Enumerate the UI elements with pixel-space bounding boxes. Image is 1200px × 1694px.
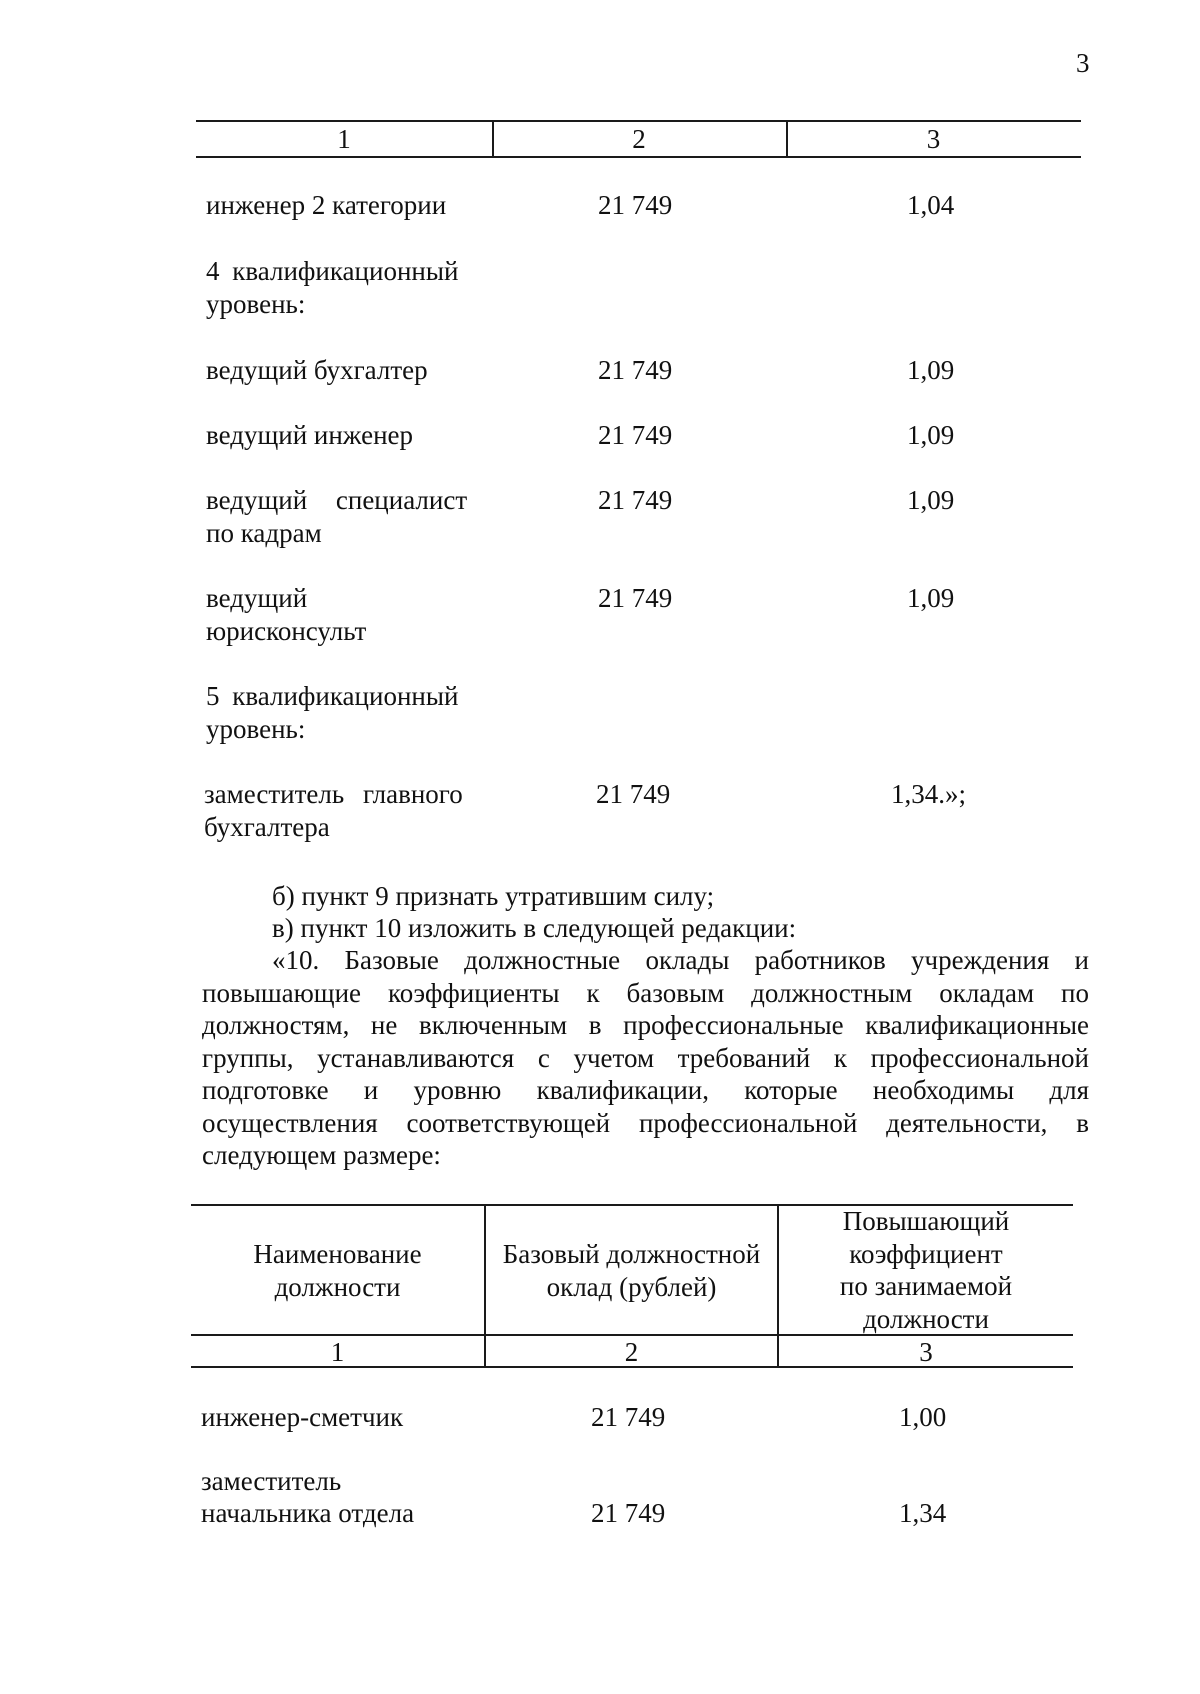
table1-row-name-line2: юрисконсульт — [206, 616, 367, 646]
table2-row-salary: 21 749 — [591, 1498, 666, 1528]
table2-row-salary: 21 749 — [591, 1402, 666, 1432]
table1-top-rule — [196, 120, 1081, 122]
table1-row-salary: 21 749 — [598, 355, 673, 385]
table1-header-col1: 1 — [337, 124, 351, 154]
table1-header-bottom-rule — [196, 156, 1081, 158]
table1-group-heading-line2: уровень: — [206, 714, 306, 744]
table2-header-col3: Повышающий коэффициент по занимаемой должности — [839, 1206, 1013, 1334]
table2-header-col1: Наименование должности — [253, 1239, 422, 1302]
table1-row-salary: 21 749 — [598, 190, 673, 220]
table1-row-coef: 1,09 — [907, 485, 955, 515]
table1-group-heading-line2: уровень: — [206, 289, 306, 319]
page-number: 3 — [1076, 48, 1090, 78]
table1-row-salary: 21 749 — [596, 779, 671, 809]
table1-header-col2: 2 — [632, 124, 646, 154]
item-b: б) пункт 9 признать утратившим силу; — [272, 881, 715, 911]
table1-row-coef: 1,34.»; — [891, 779, 967, 809]
table2-number-col3: 3 — [919, 1337, 933, 1367]
table2-row-name: заместитель — [201, 1466, 342, 1496]
table1-row-salary: 21 749 — [598, 420, 673, 450]
table1-row-salary: 21 749 — [598, 583, 673, 613]
table1-group-heading: 4 квалификационный — [206, 256, 459, 286]
table2-row-coef: 1,00 — [899, 1402, 947, 1432]
table1-row-coef: 1,09 — [907, 583, 955, 613]
table1-row-name: ведущий бухгалтер — [206, 355, 428, 385]
table1-row-name: заместитель главного — [204, 779, 463, 809]
table1-row-coef: 1,04 — [907, 190, 955, 220]
table1-group-heading: 5 квалификационный — [206, 681, 459, 711]
table1-row-name: инженер 2 категории — [206, 190, 447, 220]
table2-header-col2: Базовый должностной оклад (рублей) — [502, 1239, 761, 1302]
table1-row-name: ведущий специалист — [206, 485, 468, 515]
table2-number-col2: 2 — [624, 1337, 639, 1367]
table1-row-name-line2: бухгалтера — [204, 812, 330, 842]
table2-number-col1: 1 — [330, 1337, 345, 1367]
table1-row-coef: 1,09 — [907, 355, 955, 385]
table1-header-col3: 3 — [926, 124, 941, 154]
table1-row-salary: 21 749 — [598, 485, 673, 515]
table1-row-name: ведущий инженер — [206, 420, 414, 450]
table1-row-coef: 1,09 — [907, 420, 955, 450]
table2-row-name-line2: начальника отдела — [201, 1498, 415, 1528]
paragraph-10: «10. Базовые должностные оклады работников учреждения и повышающие коэффициенты к базовым должностным окладам по должностям, не включенным в профессиональные квалификационные группы, устанавливаются с учетом требований к профессиональной подготовке и уровню квалификации, которые необходимы для осуществления соответствующей профессиональной деятельности, в следующем размере: — [202, 945, 1089, 1170]
item-v: в) пункт 10 изложить в следующей редакции: — [272, 913, 797, 943]
table2-row-coef: 1,34 — [899, 1498, 947, 1528]
table2-row-name: инженер-сметчик — [201, 1402, 404, 1432]
table1-row-name: ведущий — [206, 583, 308, 613]
table1-row-name-line2: по кадрам — [206, 518, 322, 548]
